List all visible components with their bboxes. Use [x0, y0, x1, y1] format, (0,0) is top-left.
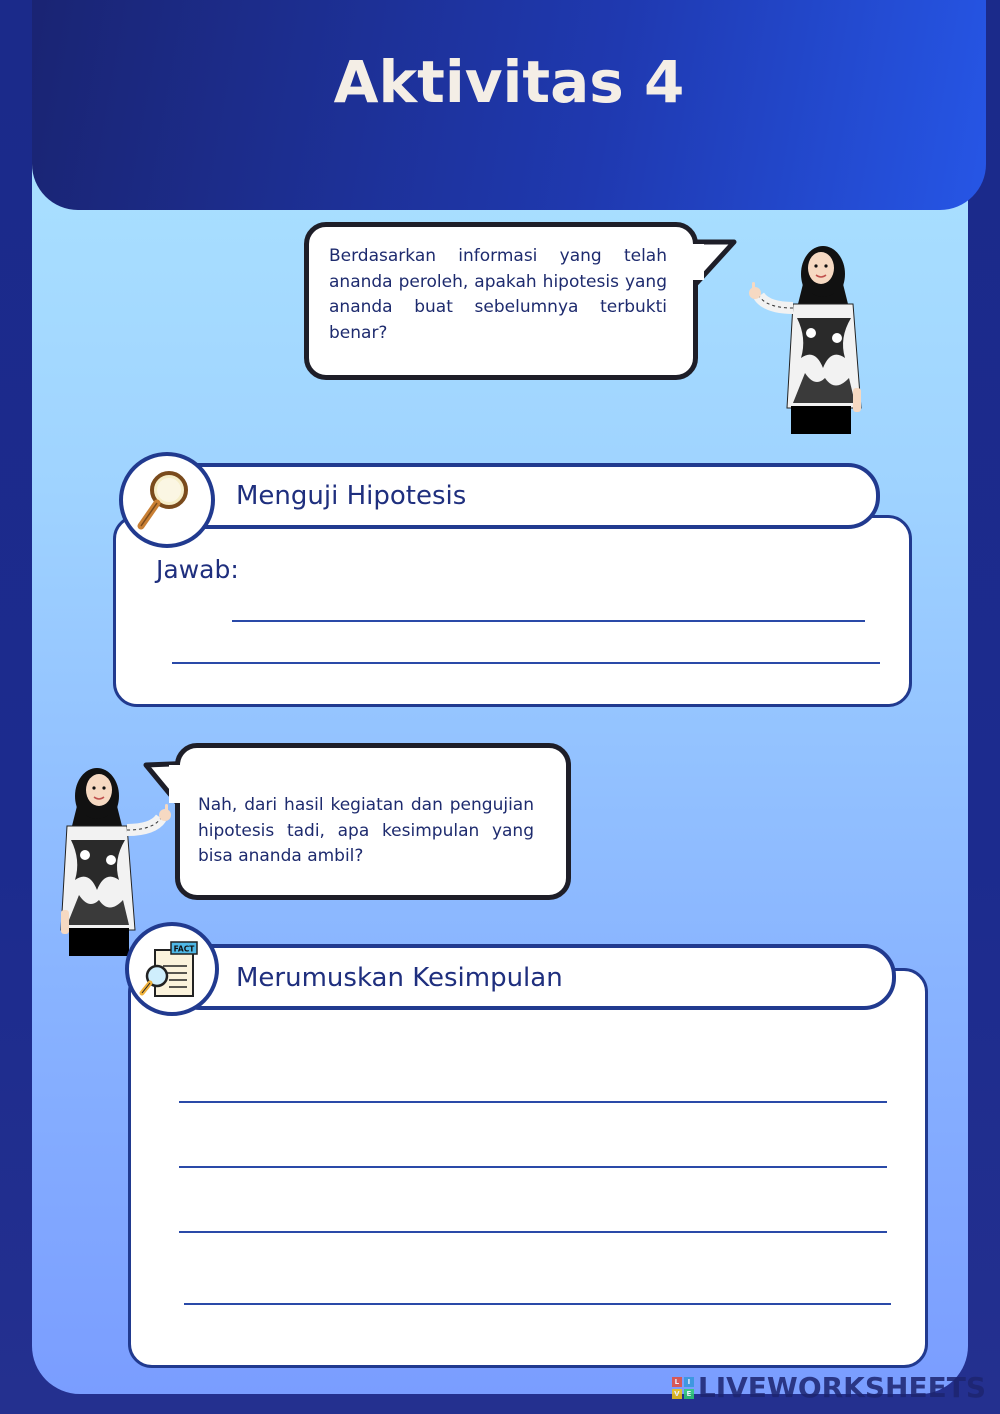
- watermark-text: LIVEWORKSHEETS: [697, 1371, 986, 1404]
- answer-line[interactable]: [232, 620, 865, 622]
- speech-bubble-conclusion: [175, 743, 571, 900]
- fact-icon-label: FACT: [173, 944, 195, 954]
- magnifier-icon-circle: [119, 452, 215, 548]
- hypothesis-answer-card: [113, 515, 912, 707]
- answer-line[interactable]: [179, 1166, 887, 1168]
- bubble-tail-join: [692, 244, 704, 280]
- question-text: Berdasarkan informasi yang telah ananda peroleh, apakah hipotesis yang ananda buat sebelumnya terbukti benar?: [329, 246, 667, 343]
- conclusion-section-title: Merumuskan Kesimpulan: [236, 963, 563, 993]
- speech-bubble-question: [304, 222, 698, 380]
- conclusion-answer-card: [128, 968, 928, 1368]
- fact-icon-circle: [125, 922, 219, 1016]
- header-banner: [32, 0, 986, 210]
- conclusion-section-header: [168, 944, 896, 1010]
- conclusion-prompt-text: Nah, dari hasil kegiatan dan pengujian hipotesis tadi, apa kesimpulan yang bisa ananda ambil?: [198, 795, 534, 866]
- hypothesis-section-header: [162, 463, 880, 529]
- teacher-illustration-right: [745, 238, 870, 434]
- bubble-tail-join: [169, 765, 183, 803]
- answer-line[interactable]: [184, 1303, 891, 1305]
- page-title: Aktivitas 4: [333, 48, 685, 116]
- liveworksheets-logo: L I V E: [672, 1377, 694, 1399]
- answer-label: Jawab:: [156, 555, 239, 584]
- answer-line[interactable]: [179, 1231, 887, 1233]
- hypothesis-section-title: Menguji Hipotesis: [236, 481, 467, 511]
- fact-document-icon: [129, 926, 215, 1012]
- magnifier-icon: [123, 456, 211, 544]
- answer-line[interactable]: [179, 1101, 887, 1103]
- answer-line[interactable]: [172, 662, 880, 664]
- liveworksheets-watermark: [672, 1371, 986, 1404]
